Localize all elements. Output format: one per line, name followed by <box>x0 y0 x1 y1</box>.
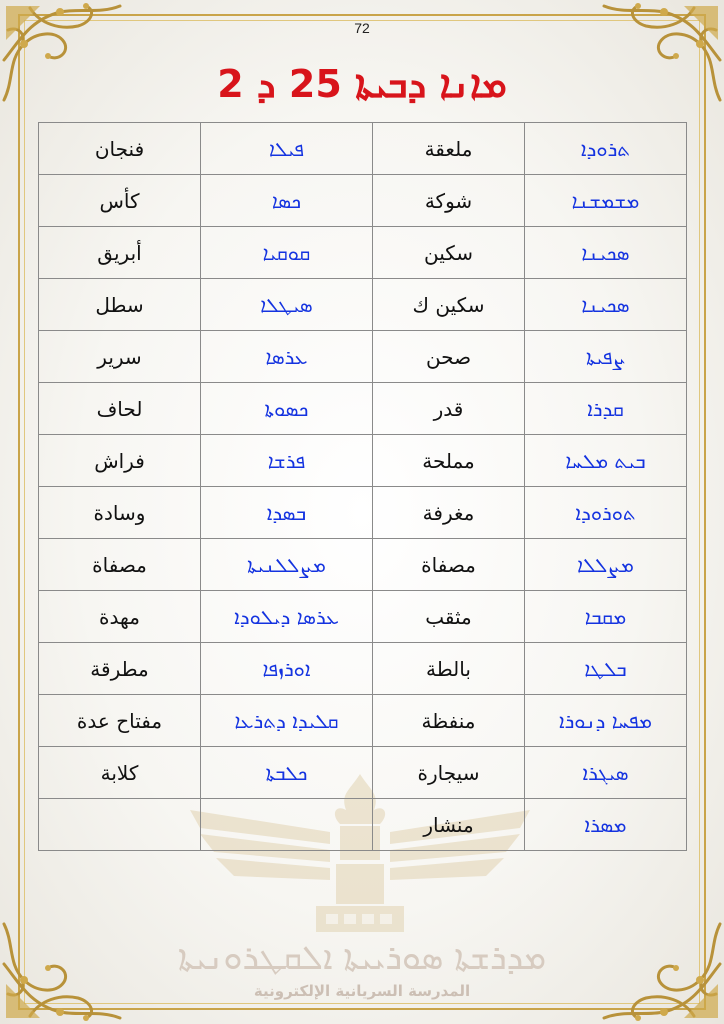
table-cell-arabic-word: سكين <box>373 227 525 279</box>
table-cell-arabic-word: أبريق <box>39 227 201 279</box>
table-cell-arabic-word: فنجان <box>39 123 201 175</box>
table-cell-arabic-word: بالطة <box>373 643 525 695</box>
table-cell-arabic-word: سرير <box>39 331 201 383</box>
table-cell-syriac-word: ܒܣܕܐ <box>201 487 373 539</box>
table-cell-syriac-word: ܣܝܛܠܐ <box>201 279 373 331</box>
table-cell-arabic-word: مملحة <box>373 435 525 487</box>
table-cell-syriac-word: ܩܘܩܝܐ <box>201 227 373 279</box>
table-row <box>39 695 687 747</box>
table-cell-syriac-word: ܟܣܘܬܐ <box>201 383 373 435</box>
table-cell-syriac-word: ܨܦܝܬܐ <box>525 331 687 383</box>
table-cell-arabic-word: صحن <box>373 331 525 383</box>
table-cell-arabic-word: شوكة <box>373 175 525 227</box>
table-cell-arabic-word: سطل <box>39 279 201 331</box>
table-cell-arabic-word: مهدة <box>39 591 201 643</box>
table-row <box>39 539 687 591</box>
table-row <box>39 383 687 435</box>
table-row <box>39 747 687 799</box>
table-row <box>39 331 687 383</box>
page-number: 72 <box>354 20 370 36</box>
table-row <box>39 487 687 539</box>
table-cell-syriac-word: ܒܝܬ ܡܠܚܐ <box>525 435 687 487</box>
watermark-school-name-syriac: ܡܕܪܫܬܐ ܣܘܪܝܝܬܐ ܐܠܩܛܪܘܢܝܬܐ <box>177 938 547 978</box>
table-cell-syriac-word: ܣܟܝܢܐ <box>525 227 687 279</box>
table-cell-arabic-word: كلابة <box>39 747 201 799</box>
table-cell-syriac-word: ܩܠܝܕܐ ܕܬܪܥܐ <box>201 695 373 747</box>
table-cell-syriac-word: ܡܦܚܐ ܕܢܘܪܐ <box>525 695 687 747</box>
table-cell-syriac-word: ܥܪܣܐ ܕܝܠܘܕܐ <box>201 591 373 643</box>
table-cell-syriac-word: ܬܪܘܕܐ <box>525 123 687 175</box>
table-cell-syriac-word: ܡܨܠܠܢܝܬܐ <box>201 539 373 591</box>
table-cell-syriac-word: ܡܨܠܠܐ <box>525 539 687 591</box>
table-row <box>39 227 687 279</box>
table-cell-arabic-word: منفظة <box>373 695 525 747</box>
table-cell-arabic-word: وسادة <box>39 487 201 539</box>
table-cell-arabic-word: مصفاة <box>373 539 525 591</box>
table-cell-arabic-word: مثقب <box>373 591 525 643</box>
table-row <box>39 799 687 851</box>
table-cell-syriac-word: ܡܣܪܐ <box>525 799 687 851</box>
table-cell-arabic-word <box>39 799 201 851</box>
table-cell-arabic-word: مطرقة <box>39 643 201 695</box>
table-cell-arabic-word: منشار <box>373 799 525 851</box>
table-row <box>39 643 687 695</box>
table-cell-syriac-word: ܣܝܓܪܐ <box>525 747 687 799</box>
table-cell-syriac-word: ܡܫܡܫܢܐ <box>525 175 687 227</box>
table-cell-arabic-word: كأس <box>39 175 201 227</box>
table-cell-syriac-word: ܦܪܫܐ <box>201 435 373 487</box>
table-cell-arabic-word: سيجارة <box>373 747 525 799</box>
watermark-school-name-arabic: المدرسة السريانية الإلكترونية <box>253 982 471 1000</box>
table-cell-syriac-word: ܥܪܣܐ <box>201 331 373 383</box>
table-cell-syriac-word: ܦܝܠܐ <box>201 123 373 175</box>
table-row <box>39 123 687 175</box>
table-cell-arabic-word: ملعقة <box>373 123 525 175</box>
table-cell-syriac-word: ܒܠܛܐ <box>525 643 687 695</box>
table-cell-arabic-word: مفتاح عدة <box>39 695 201 747</box>
table-cell-arabic-word: مصفاة <box>39 539 201 591</box>
table-row <box>39 175 687 227</box>
table-row <box>39 435 687 487</box>
table-cell-arabic-word: سكين ك <box>373 279 525 331</box>
table-cell-arabic-word: قدر <box>373 383 525 435</box>
table-row <box>39 279 687 331</box>
table-cell-arabic-word: فراش <box>39 435 201 487</box>
table-cell-syriac-word: ܟܣܐ <box>201 175 373 227</box>
table-cell-syriac-word <box>201 799 373 851</box>
table-cell-syriac-word: ܡܩܒܐ <box>525 591 687 643</box>
vocabulary-table <box>38 122 687 851</box>
page-title: ܡܐܢܐ ܕܒܝܬܐ 25 ܕ 2 <box>217 62 507 106</box>
table-cell-syriac-word: ܩܕܪܐ <box>525 383 687 435</box>
table-cell-arabic-word: مغرفة <box>373 487 525 539</box>
table-cell-arabic-word: لحاف <box>39 383 201 435</box>
table-cell-syriac-word: ܟܠܒܬܐ <box>201 747 373 799</box>
table-cell-syriac-word: ܬܘܪܘܕܐ <box>525 487 687 539</box>
table-cell-syriac-word: ܐܘܪܙܦܐ <box>201 643 373 695</box>
table-cell-syriac-word: ܣܟܝܢܐ <box>525 279 687 331</box>
table-row <box>39 591 687 643</box>
